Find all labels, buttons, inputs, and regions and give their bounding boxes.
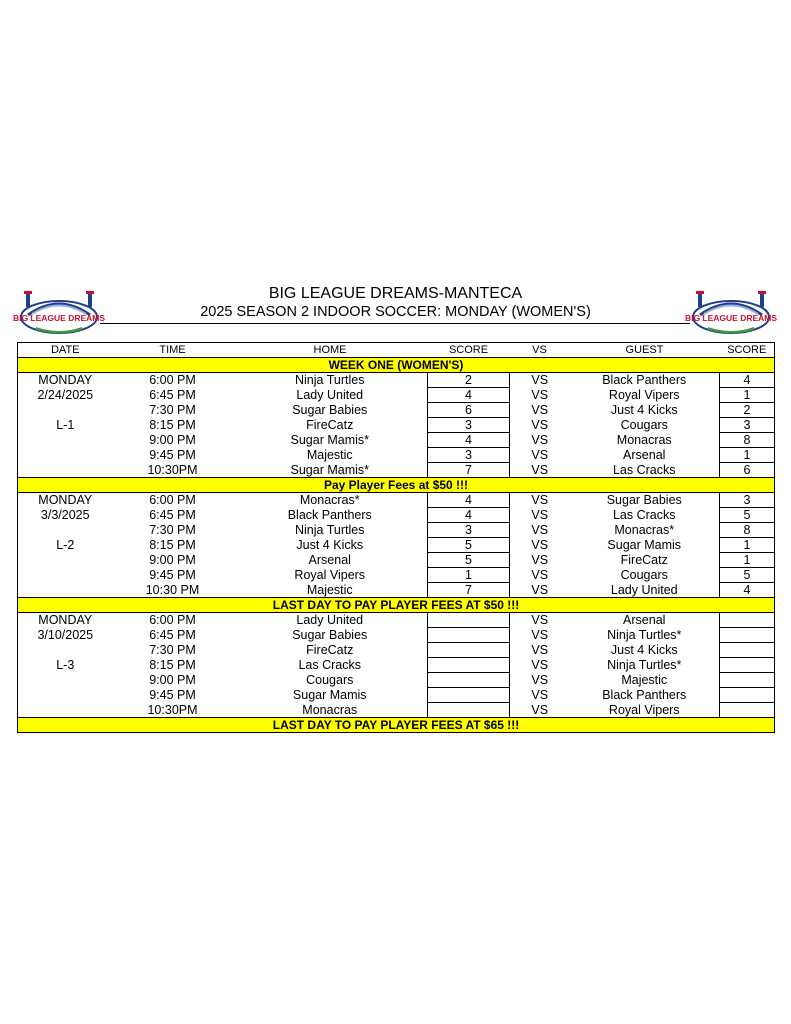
guest-team: Lady United	[610, 582, 678, 597]
game-time: 6:45 PM	[149, 628, 196, 642]
home-team: Las Cracks	[298, 658, 362, 672]
vs-label: VS	[531, 403, 549, 417]
guest-score: 3	[720, 493, 775, 508]
guest-team: Las Cracks	[612, 462, 676, 477]
col-header-vs: VS	[510, 343, 570, 358]
home-score: 7	[428, 583, 510, 598]
game-row	[18, 493, 775, 508]
fee-banner	[18, 478, 775, 493]
game-time: 9:00 PM	[149, 433, 196, 447]
home-score	[428, 628, 510, 643]
home-team: Lady United	[296, 613, 364, 628]
guest-score	[720, 703, 775, 718]
game-date: 3/3/2025	[40, 508, 90, 522]
guest-score: 1	[720, 388, 775, 403]
guest-team: Sugar Mamis	[607, 538, 682, 552]
guest-score: 2	[720, 403, 775, 418]
home-team: FireCatz	[306, 643, 354, 657]
guest-team: Arsenal	[623, 448, 666, 462]
home-team: Lady United	[296, 388, 364, 402]
game-date: 2/24/2025	[37, 388, 94, 402]
guest-team: Monacras	[616, 433, 672, 447]
home-score: 6	[428, 403, 510, 418]
col-header-home: HOME	[233, 343, 428, 358]
vs-label: VS	[531, 388, 549, 402]
guest-score: 3	[720, 418, 775, 433]
guest-team: Royal Vipers	[608, 388, 680, 402]
guest-team: FireCatz	[620, 553, 668, 567]
vs-label: VS	[531, 418, 549, 432]
home-team: Ninja Turtles	[295, 373, 365, 388]
game-date	[18, 403, 113, 418]
game-date	[18, 643, 113, 658]
game-date: L-1	[56, 418, 75, 432]
svg-text:BIG LEAGUE DREAMS: BIG LEAGUE DREAMS	[684, 313, 778, 323]
game-date	[18, 463, 113, 478]
schedule-table-wrapper	[17, 342, 774, 733]
home-team: Sugar Babies	[292, 628, 368, 642]
game-row	[18, 388, 775, 403]
game-time: 10:30PM	[147, 462, 198, 477]
vs-label: VS	[531, 553, 549, 567]
vs-label: VS	[531, 582, 549, 597]
vs-label: VS	[531, 628, 549, 642]
game-row	[18, 658, 775, 673]
game-row	[18, 433, 775, 448]
vs-label: VS	[531, 643, 549, 657]
game-date: L-2	[56, 538, 75, 552]
game-row	[18, 403, 775, 418]
guest-score	[720, 613, 775, 628]
guest-score: 1	[720, 448, 775, 463]
home-team: Majestic	[306, 582, 353, 597]
guest-score: 4	[720, 583, 775, 598]
home-score: 3	[428, 523, 510, 538]
page-title: BIG LEAGUE DREAMS-MANTECA	[268, 285, 523, 302]
schedule-table	[17, 342, 775, 733]
big-league-dreams-logo	[684, 287, 778, 337]
game-date	[18, 523, 113, 538]
vs-label: VS	[531, 688, 549, 702]
game-time: 9:00 PM	[149, 673, 196, 687]
guest-team: Cougars	[620, 568, 668, 582]
game-date: MONDAY	[38, 613, 93, 628]
game-date	[18, 433, 113, 448]
fee-banner	[18, 718, 775, 733]
guest-team: Ninja Turtles*	[607, 628, 682, 642]
guest-team: Sugar Babies	[606, 493, 682, 508]
game-date	[18, 673, 113, 688]
guest-score	[720, 658, 775, 673]
game-time: 7:30 PM	[149, 403, 196, 417]
game-time: 6:00 PM	[149, 613, 196, 628]
home-team: Black Panthers	[287, 508, 372, 522]
home-team: Sugar Mamis*	[290, 433, 369, 447]
col-header-date: DATE	[18, 343, 113, 358]
home-score: 7	[428, 463, 510, 478]
game-row	[18, 373, 775, 388]
game-time: 10:30 PM	[145, 582, 200, 597]
vs-label: VS	[531, 673, 549, 687]
home-score	[428, 658, 510, 673]
guest-team: Just 4 Kicks	[610, 643, 678, 657]
guest-team: Just 4 Kicks	[610, 403, 678, 417]
game-time: 10:30PM	[147, 702, 198, 717]
guest-score: 8	[720, 523, 775, 538]
banner-text: WEEK ONE (WOMEN'S)	[18, 358, 775, 373]
home-score: 4	[428, 388, 510, 403]
home-score	[428, 643, 510, 658]
home-team: Just 4 Kicks	[296, 538, 364, 552]
vs-label: VS	[531, 702, 549, 717]
game-date	[18, 688, 113, 703]
game-time: 9:00 PM	[149, 553, 196, 567]
home-team: Sugar Mamis*	[290, 462, 369, 477]
guest-score	[720, 673, 775, 688]
game-date: 3/10/2025	[37, 628, 94, 642]
home-team: Monacras	[302, 702, 358, 717]
vs-label: VS	[531, 508, 549, 522]
game-time: 6:45 PM	[149, 508, 196, 522]
home-score	[428, 613, 510, 628]
game-row	[18, 688, 775, 703]
home-score	[428, 688, 510, 703]
home-team: FireCatz	[306, 418, 354, 432]
guest-score: 8	[720, 433, 775, 448]
home-score: 5	[428, 553, 510, 568]
home-team: Majestic	[306, 448, 353, 462]
game-row	[18, 523, 775, 538]
home-score	[428, 703, 510, 718]
guest-team: Ninja Turtles*	[607, 658, 682, 672]
home-team: Monacras*	[299, 493, 360, 508]
game-date: MONDAY	[38, 493, 93, 508]
game-row	[18, 613, 775, 628]
vs-label: VS	[531, 493, 549, 508]
home-score: 5	[428, 538, 510, 553]
home-score: 3	[428, 448, 510, 463]
home-team: Sugar Babies	[292, 403, 368, 417]
guest-team: Majestic	[621, 673, 668, 687]
vs-label: VS	[531, 448, 549, 462]
game-time: 6:00 PM	[149, 373, 196, 388]
guest-team: Arsenal	[623, 613, 666, 628]
guest-score: 6	[720, 463, 775, 478]
guest-team: Royal Vipers	[608, 702, 680, 717]
guest-score: 1	[720, 553, 775, 568]
game-row	[18, 553, 775, 568]
game-row	[18, 448, 775, 463]
guest-team: Cougars	[620, 418, 668, 432]
banner-text: LAST DAY TO PAY PLAYER FEES AT $50 !!!	[18, 598, 775, 613]
game-date: L-3	[56, 658, 75, 672]
guest-score	[720, 688, 775, 703]
home-team: Ninja Turtles	[295, 523, 365, 537]
game-row	[18, 583, 775, 598]
home-score: 2	[428, 373, 510, 388]
banner-text: Pay Player Fees at $50 !!!	[18, 478, 775, 493]
game-time: 7:30 PM	[149, 643, 196, 657]
home-team: Cougars	[306, 673, 354, 687]
home-team: Royal Vipers	[294, 568, 366, 582]
game-row	[18, 418, 775, 433]
vs-label: VS	[531, 462, 549, 477]
game-time: 9:45 PM	[149, 448, 196, 462]
guest-score: 5	[720, 508, 775, 523]
game-time: 6:00 PM	[149, 493, 196, 508]
guest-team: Black Panthers	[602, 688, 687, 702]
game-date	[18, 568, 113, 583]
game-date: MONDAY	[38, 373, 93, 388]
game-row	[18, 538, 775, 553]
vs-label: VS	[531, 568, 549, 582]
game-row	[18, 628, 775, 643]
banner-text: LAST DAY TO PAY PLAYER FEES AT $65 !!!	[18, 718, 775, 733]
col-header-home-score: SCORE	[428, 343, 510, 358]
fee-banner	[18, 598, 775, 613]
vs-label: VS	[531, 613, 549, 628]
home-team: Sugar Mamis	[292, 688, 367, 702]
home-score	[428, 673, 510, 688]
guest-score	[720, 643, 775, 658]
guest-score: 1	[720, 538, 775, 553]
vs-label: VS	[531, 523, 549, 537]
vs-label: VS	[531, 658, 549, 672]
home-score: 4	[428, 433, 510, 448]
game-time: 8:15 PM	[149, 418, 196, 432]
game-date	[18, 448, 113, 463]
game-time: 9:45 PM	[149, 568, 196, 582]
svg-text:BIG LEAGUE DREAMS: BIG LEAGUE DREAMS	[12, 313, 106, 323]
guest-score	[720, 628, 775, 643]
page-subtitle: 2025 SEASON 2 INDOOR SOCCER: MONDAY (WOMEN'S)	[200, 304, 591, 320]
home-score: 4	[428, 493, 510, 508]
guest-score: 4	[720, 373, 775, 388]
game-row	[18, 673, 775, 688]
title-underline	[100, 323, 690, 324]
game-time: 7:30 PM	[149, 523, 196, 537]
game-time: 8:15 PM	[149, 538, 196, 552]
week-banner	[18, 358, 775, 373]
column-header-row	[18, 343, 775, 358]
vs-label: VS	[531, 433, 549, 447]
col-header-guest-score: SCORE	[720, 343, 775, 358]
guest-team: Black Panthers	[602, 373, 687, 388]
home-score: 3	[428, 418, 510, 433]
game-time: 8:15 PM	[149, 658, 196, 672]
vs-label: VS	[531, 373, 549, 388]
game-date	[18, 703, 113, 718]
home-score: 4	[428, 508, 510, 523]
game-row	[18, 508, 775, 523]
game-row	[18, 643, 775, 658]
game-date	[18, 553, 113, 568]
vs-label: VS	[531, 538, 549, 552]
home-score: 1	[428, 568, 510, 583]
game-row	[18, 463, 775, 478]
col-header-time: TIME	[113, 343, 233, 358]
game-row	[18, 703, 775, 718]
game-time: 9:45 PM	[149, 688, 196, 702]
home-team: Arsenal	[308, 553, 351, 567]
game-row	[18, 568, 775, 583]
guest-team: Las Cracks	[612, 508, 676, 522]
game-time: 6:45 PM	[149, 388, 196, 402]
game-date	[18, 583, 113, 598]
page-header	[0, 283, 791, 341]
guest-score: 5	[720, 568, 775, 583]
col-header-guest: GUEST	[570, 343, 720, 358]
guest-team: Monacras*	[614, 523, 675, 537]
